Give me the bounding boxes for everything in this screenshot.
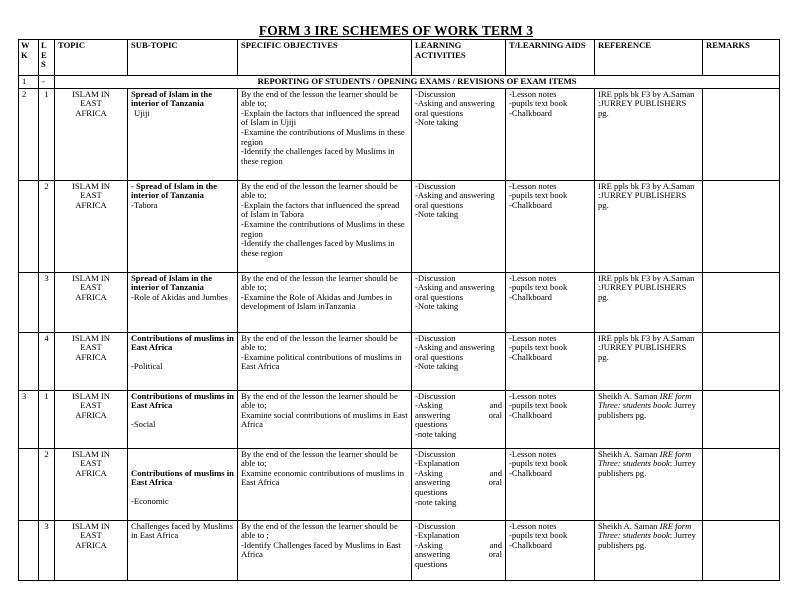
table-row — [19, 180, 780, 272]
subtopic-cell — [128, 88, 238, 180]
activity-word: and — [489, 539, 502, 550]
lesson-cell: 2 — [39, 448, 55, 520]
activity-word: -Asking — [415, 467, 443, 478]
reference-cell: IRE ppls bk F3 by A.Saman :JURREY PUBLISHERS pg. — [595, 272, 703, 332]
header-reference: REFERENCE — [595, 40, 703, 76]
activities-cell — [412, 520, 506, 580]
subtopic-detail: -Economic — [131, 496, 169, 507]
table-row-week1 — [19, 76, 780, 89]
aids-cell: -Lesson notes -pupils text book -Chalkboard — [506, 180, 595, 272]
topic-cell: ISLAM IN EAST AFRICA — [55, 180, 128, 272]
week-cell: 1 — [19, 76, 39, 89]
activity-line: -note taking — [415, 428, 457, 439]
subtopic-title: Contributions of muslims in East Africa — [131, 332, 234, 353]
table-row — [19, 390, 780, 448]
aids-cell: -Lesson notes -pupils text book -Chalkboard — [506, 332, 595, 390]
activity-word: answering — [415, 477, 451, 488]
table-row — [19, 88, 780, 180]
aids-cell: -Lesson notes -pupils text book -Chalkboard — [506, 88, 595, 180]
aids-cell: -Lesson notes -pupils text book -Chalkboard — [506, 448, 595, 520]
topic-cell: ISLAM IN EAST AFRICA — [55, 390, 128, 448]
activity-line: questions — [415, 419, 448, 430]
objectives-cell: By the end of the lesson the learner should be able to; -Explain the factors that influenced the spread of Islam in Ujiji -Examine the contributions of Muslims in these region -Identify the challenges faced by Muslims in these region — [238, 88, 412, 180]
objectives-cell: By the end of the lesson the learner should be able to; Examine economic contributions of muslims in East Africa — [238, 448, 412, 520]
topic-cell: ISLAM IN EAST AFRICA — [55, 520, 128, 580]
reference-cell: IRE ppls bk F3 by A.Saman :JURREY PUBLISHERS pg. — [595, 180, 703, 272]
subtopic-detail: -Role of Akidas and Jumbes — [131, 291, 228, 302]
activity-word: oral — [488, 549, 502, 560]
week-cell: 3 — [19, 390, 39, 448]
lesson-cell: 3 — [39, 520, 55, 580]
subtopic-cell — [128, 332, 238, 390]
reporting-note: REPORTING OF STUDENTS / OPENING EXAMS / REVISIONS OF EXAM ITEMS — [55, 76, 780, 89]
reference-publisher: : Jurrey publishers pg. — [598, 458, 696, 478]
subtopic-title: Contributions of muslims in East Africa — [131, 467, 234, 488]
week-cell — [19, 332, 39, 390]
header-lesson: L E S — [39, 40, 55, 76]
objectives-cell: By the end of the lesson the learner should be able to ; -Identify Challenges faced by Muslims in East Africa — [238, 520, 412, 580]
activity-line: questions — [415, 558, 448, 569]
remarks-cell — [703, 88, 780, 180]
activity-word: answering — [415, 409, 451, 420]
subtopic-detail: Ujiji — [134, 107, 150, 118]
table-row — [19, 332, 780, 390]
activity-word: answering — [415, 549, 451, 560]
activity-line: -Discussion — [415, 448, 456, 459]
reference-publisher: : Jurrey publishers pg. — [598, 400, 696, 420]
reference-cell: IRE ppls bk F3 by A.Saman :JURREY PUBLISHERS pg. — [595, 88, 703, 180]
lesson-cell: 4 — [39, 332, 55, 390]
week-cell: 2 — [19, 88, 39, 180]
activity-line: -Discussion — [415, 390, 456, 401]
reference-cell — [595, 520, 703, 580]
reference-author: Sheikh A. Saman — [598, 520, 660, 531]
remarks-cell — [703, 448, 780, 520]
header-remarks: REMARKS — [703, 40, 780, 76]
table-row — [19, 272, 780, 332]
schemes-of-work-table — [18, 39, 780, 581]
header-row — [19, 40, 780, 76]
subtopic-cell — [128, 448, 238, 520]
topic-cell: ISLAM IN EAST AFRICA — [55, 332, 128, 390]
activity-word: oral — [488, 477, 502, 488]
subtopic-title: Spread of Islam in the interior of Tanzania — [131, 272, 213, 293]
aids-cell: -Lesson notes -pupils text book -Chalkboard — [506, 272, 595, 332]
aids-cell: -Lesson notes -pupils text book -Chalkboard — [506, 520, 595, 580]
lesson-cell: - — [39, 76, 55, 89]
topic-cell: ISLAM IN EAST AFRICA — [55, 272, 128, 332]
activity-line: -Explanation — [415, 458, 460, 469]
activities-cell: -Discussion -Asking and answering oral questions -Note taking — [412, 332, 506, 390]
activity-line: -Discussion — [415, 520, 456, 531]
activities-cell — [412, 390, 506, 448]
objectives-cell: By the end of the lesson the learner should be able to; Examine social contributions of muslims in East Africa — [238, 390, 412, 448]
subtopic-cell — [128, 272, 238, 332]
subtopic-detail: Challenges faced by Muslims in East Africa — [131, 520, 233, 541]
activity-word: -Asking — [415, 539, 443, 550]
lesson-cell: 1 — [39, 390, 55, 448]
activities-cell: -Discussion -Asking and answering oral questions -Note taking — [412, 88, 506, 180]
subtopic-detail: -Tabora — [131, 199, 158, 210]
remarks-cell — [703, 390, 780, 448]
subtopic-cell — [128, 520, 238, 580]
reference-book-title: IRE form Three: students book — [598, 448, 692, 469]
activity-word: oral — [488, 409, 502, 420]
page-title: FORM 3 IRE SCHEMES OF WORK TERM 3 — [258, 23, 534, 38]
activity-line: questions — [415, 486, 448, 497]
subtopic-detail: -Social — [131, 419, 156, 430]
activity-line: -Explanation — [415, 530, 460, 541]
activity-word: and — [489, 400, 502, 411]
header-objectives: SPECIFIC OBJECTIVES — [238, 40, 412, 76]
spacer — [131, 450, 234, 469]
header-aids: T/LEARNING AIDS — [506, 40, 595, 76]
subtopic-title: Spread of Islam in the interior of Tanzania — [131, 88, 213, 109]
header-subtopic: SUB-TOPIC — [128, 40, 238, 76]
reference-cell — [595, 448, 703, 520]
remarks-cell — [703, 332, 780, 390]
week-cell — [19, 448, 39, 520]
subtopic-cell — [128, 180, 238, 272]
activities-cell: -Discussion -Asking and answering oral questions -Note taking — [412, 272, 506, 332]
header-topic: TOPIC — [55, 40, 128, 76]
reference-cell: IRE ppls bk F3 by A.Saman :JURREY PUBLISHERS pg. — [595, 332, 703, 390]
activity-line: -note taking — [415, 496, 457, 507]
reference-publisher: : Jurrey publishers pg. — [598, 530, 696, 550]
reference-book-title: IRE form Three: students book — [598, 520, 692, 541]
subtopic-cell — [128, 390, 238, 448]
objectives-cell: By the end of the lesson the learner should be able to; -Examine the Role of Akidas and Jumbes in development of Islam inTanzania — [238, 272, 412, 332]
subtopic-detail: -Political — [131, 361, 163, 372]
lesson-cell: 3 — [39, 272, 55, 332]
week-cell — [19, 520, 39, 580]
activities-cell — [412, 448, 506, 520]
reference-cell — [595, 390, 703, 448]
subtopic-title: - Spread of Islam in the interior of Tanzania — [131, 180, 218, 201]
activity-word: and — [489, 467, 502, 478]
remarks-cell — [703, 272, 780, 332]
aids-cell: -Lesson notes -pupils text book -Chalkboard — [506, 390, 595, 448]
remarks-cell — [703, 520, 780, 580]
remarks-cell — [703, 180, 780, 272]
reference-author: Sheikh A. Saman — [598, 448, 660, 459]
subtopic-title: Contributions of muslims in East Africa — [131, 390, 234, 411]
lesson-cell: 2 — [39, 180, 55, 272]
reference-author: Sheikh A. Saman — [598, 390, 660, 401]
week-cell — [19, 272, 39, 332]
activity-word: -Asking — [415, 400, 443, 411]
topic-cell: ISLAM IN EAST AFRICA — [55, 448, 128, 520]
header-activities: LEARNING ACTIVITIES — [412, 40, 506, 76]
lesson-cell: 1 — [39, 88, 55, 180]
objectives-cell: By the end of the lesson the learner should be able to; -Explain the factors that influenced the spread of Islam in Tabora -Examine the contributions of Muslims in these region -Identify the challenges faced by Muslims in these region — [238, 180, 412, 272]
week-cell — [19, 180, 39, 272]
table-row — [19, 448, 780, 520]
topic-cell: ISLAM IN EAST AFRICA — [55, 88, 128, 180]
reference-book-title: IRE form Three: students book — [598, 390, 692, 411]
objectives-cell: By the end of the lesson the learner should be able to; -Examine political contributions of muslims in East Africa — [238, 332, 412, 390]
activities-cell: -Discussion -Asking and answering oral questions -Note taking — [412, 180, 506, 272]
header-week: W K — [19, 40, 39, 76]
table-row — [19, 520, 780, 580]
